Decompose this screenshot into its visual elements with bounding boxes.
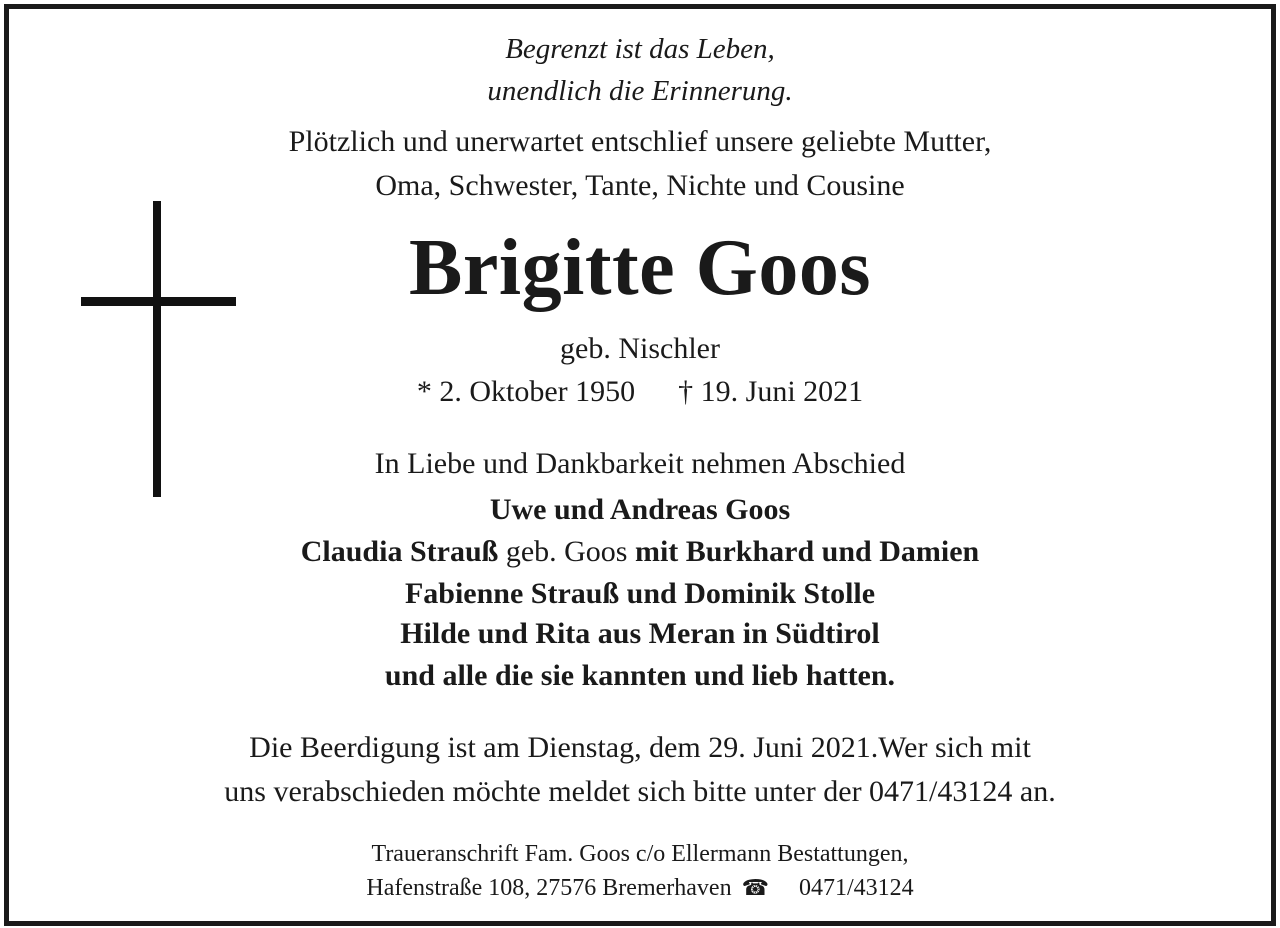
mourner-line-4: Hilde und Rita aus Meran in Südtirol: [400, 617, 880, 650]
obituary-frame: [4, 4, 1276, 926]
phone-number: 0471/43124: [798, 875, 914, 901]
mourner-line-2-c: mit Burkhard und Damien: [634, 535, 980, 568]
deceased-name: Brigitte Goos: [409, 224, 871, 312]
intro-line-1: Plötzlich und unerwartet entschlief unsere geliebte Mutter,: [288, 125, 992, 158]
funeral-line-2: uns verabschieden möchte meldet sich bitte unter der 0471/43124 an.: [224, 775, 1056, 808]
funeral-line-1: Die Beerdigung ist am Dienstag, dem 29. Juni 2021.Wer sich mit: [249, 731, 1031, 764]
mourner-line-2-b: geb. Goos: [505, 535, 628, 568]
address-street: Hafenstraße 108, 27576 Bremerhaven: [366, 875, 732, 901]
mourner-line-2-a: Claudia Strauß: [300, 535, 499, 568]
birth-date: * 2. Oktober 1950: [416, 375, 636, 408]
motto-line-2: unendlich die Erinnerung.: [487, 75, 793, 107]
maiden-name: geb. Nischler: [560, 332, 720, 365]
death-date: † 19. Juni 2021: [678, 375, 864, 408]
intro-line-2: Oma, Schwester, Tante, Nichte und Cousine: [375, 169, 905, 202]
telephone-icon: ☎: [741, 875, 769, 900]
mourner-line-1: Uwe und Andreas Goos: [489, 493, 791, 526]
mourner-line-2: [9, 535, 1271, 569]
address-line-1: Traueranschrift Fam. Goos c/o Ellermann Bestattungen,: [371, 841, 909, 867]
address-line-2: [9, 875, 1271, 902]
mourner-line-3: Fabienne Strauß und Dominik Stolle: [404, 577, 876, 610]
life-dates: [9, 375, 1271, 409]
mourner-line-5: und alle die sie kannten und lieb hatten.: [384, 659, 896, 692]
farewell-intro: In Liebe und Dankbarkeit nehmen Abschied: [374, 447, 906, 480]
motto-line-1: Begrenzt ist das Leben,: [505, 33, 775, 65]
